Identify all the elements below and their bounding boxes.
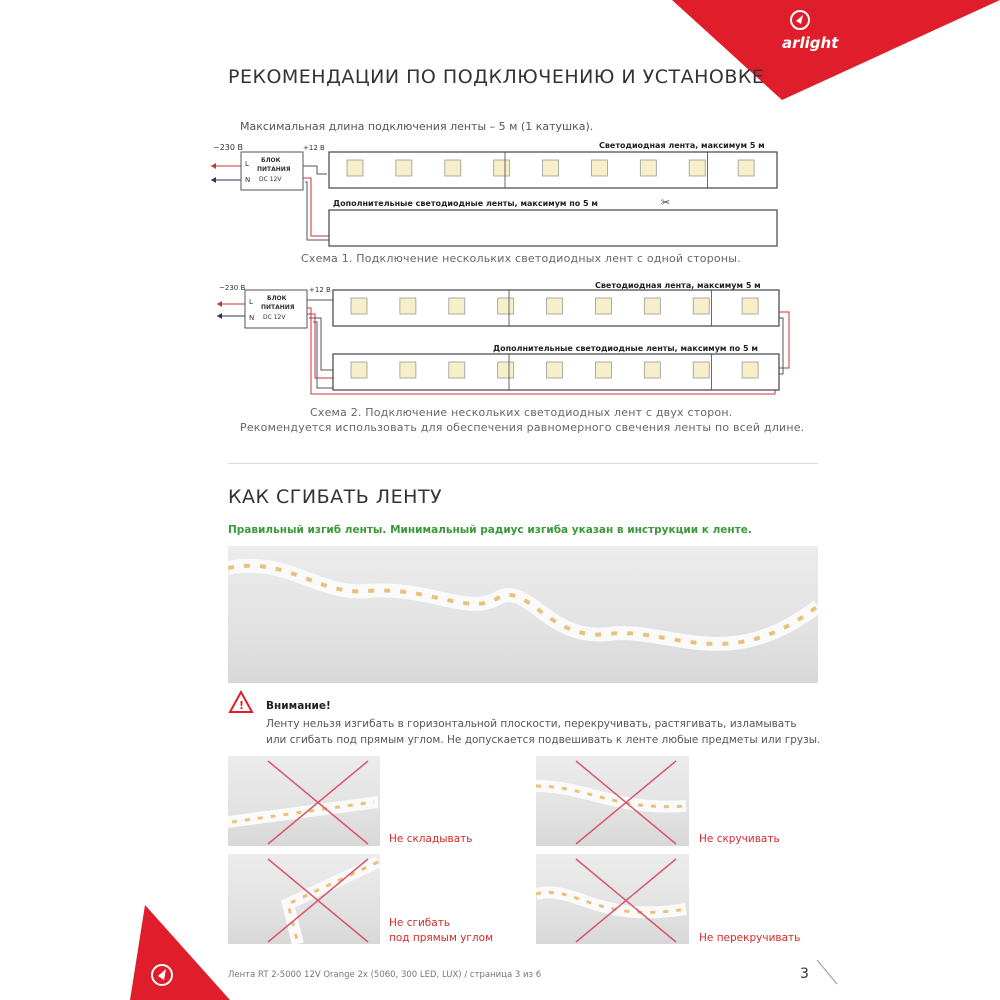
led-chip (547, 298, 563, 314)
led-chip (543, 160, 559, 176)
led-chip (449, 298, 465, 314)
psu-label-1: БЛОК (261, 157, 281, 164)
led-strip-extra (329, 210, 777, 246)
led-chip (449, 362, 465, 378)
led-chip (400, 362, 416, 378)
correct-bend-photo (228, 546, 818, 683)
terminal-l: L (249, 298, 253, 306)
arrow-icon (217, 301, 222, 307)
arrow-icon (211, 177, 216, 183)
psu-label-3: DC 12V (259, 176, 282, 183)
scissors-icon: ✂ (661, 196, 671, 209)
led-chip (693, 362, 709, 378)
led-chip (498, 298, 514, 314)
scheme1-input-voltage: ~230 В (213, 143, 244, 152)
strip-extra-label: Дополнительные светодиодные ленты, максимум по 5 м (493, 344, 758, 353)
strip-main-label: Светодиодная лента, максимум 5 м (599, 141, 765, 150)
led-chip (644, 298, 660, 314)
led-chip (396, 160, 412, 176)
led-chip (644, 362, 660, 378)
led-chip (595, 298, 611, 314)
led-chip (689, 160, 705, 176)
terminal-n: N (245, 176, 251, 184)
page-number: 3 (800, 966, 809, 982)
correct-bend-note: Правильный изгиб ленты. Минимальный радиус изгиба указан в инструкции к ленте. (228, 524, 752, 536)
scheme-1-caption: Схема 1. Подключение нескольких светодиодных лент с одной стороны. (301, 252, 741, 265)
footer-doc-info: Лента RT 2-5000 12V Orange 2x (5060, 300 LED, LUX) / страница 3 из 6 (228, 970, 542, 980)
led-chip (591, 160, 607, 176)
scheme-2-caption-1: Схема 2. Подключение нескольких светодиодных лент с двух сторон. (310, 406, 733, 419)
psu-label-1: БЛОК (267, 295, 287, 302)
arrow-icon (211, 163, 216, 169)
section-divider (228, 463, 818, 464)
scheme1-output-voltage: +12 В (303, 144, 325, 152)
warning-line-1: Ленту нельзя изгибать в горизонтальной плоскости, перекручивать, растягивать, изламывать (266, 718, 797, 730)
section-title-bending: КАК СГИБАТЬ ЛЕНТУ (228, 486, 443, 508)
label-dont-twist: Не скручивать (699, 833, 780, 845)
footer-logo (130, 905, 230, 1000)
led-chip (738, 160, 754, 176)
warning-line-2: или сгибать под прямым углом. Не допускается подвешивать к ленте любые предметы или грузы. (266, 734, 821, 746)
psu-label-2: ПИТАНИЯ (261, 304, 295, 311)
led-chip (547, 362, 563, 378)
scheme2-input-voltage: ~230 В (219, 284, 246, 292)
photo-dont-bend-right-angle (228, 854, 380, 944)
warning-title: Внимание! (266, 700, 331, 712)
scheme2-output-voltage: +12 В (309, 286, 331, 294)
photo-dont-overtwist (536, 854, 689, 944)
scheme-2-diagram (215, 278, 790, 398)
led-chip (400, 298, 416, 314)
led-chip (351, 298, 367, 314)
label-dont-overtwist: Не перекручивать (699, 932, 801, 944)
led-chip (494, 160, 510, 176)
max-length-note: Максимальная длина подключения ленты – 5 м (1 катушка). (240, 120, 594, 133)
led-chip (742, 362, 758, 378)
psu-label-2: ПИТАНИЯ (257, 166, 291, 173)
led-chip (693, 298, 709, 314)
led-chip (640, 160, 656, 176)
strip-main-label: Светодиодная лента, максимум 5 м (595, 281, 761, 290)
section-title-connection: РЕКОМЕНДАЦИИ ПО ПОДКЛЮЧЕНИЮ И УСТАНОВКЕ (228, 66, 765, 88)
led-chip (351, 362, 367, 378)
warning-icon (228, 690, 254, 714)
svg-text:!: ! (239, 699, 245, 712)
arrow-icon (217, 313, 222, 319)
logo-text: arlight (782, 34, 839, 52)
label-dont-bend-2: под прямым углом (389, 932, 493, 944)
scheme-2-caption-2: Рекомендуется использовать для обеспечения равномерного свечения ленты по всей длине. (240, 421, 805, 434)
label-dont-bend-1: Не сгибать (389, 917, 451, 929)
psu-label-3: DC 12V (263, 314, 286, 321)
terminal-n: N (249, 314, 255, 322)
page-corner-line (815, 958, 840, 988)
led-chip (445, 160, 461, 176)
scheme-1-diagram (205, 138, 785, 250)
led-chip (498, 362, 514, 378)
photo-dont-fold (228, 756, 380, 846)
label-dont-fold: Не складывать (389, 833, 473, 845)
led-chip (595, 362, 611, 378)
terminal-l: L (245, 160, 249, 168)
photo-dont-twist (536, 756, 689, 846)
strip-extra-label: Дополнительные светодиодные ленты, максимум по 5 м (333, 199, 598, 208)
led-chip (742, 298, 758, 314)
led-chip (347, 160, 363, 176)
